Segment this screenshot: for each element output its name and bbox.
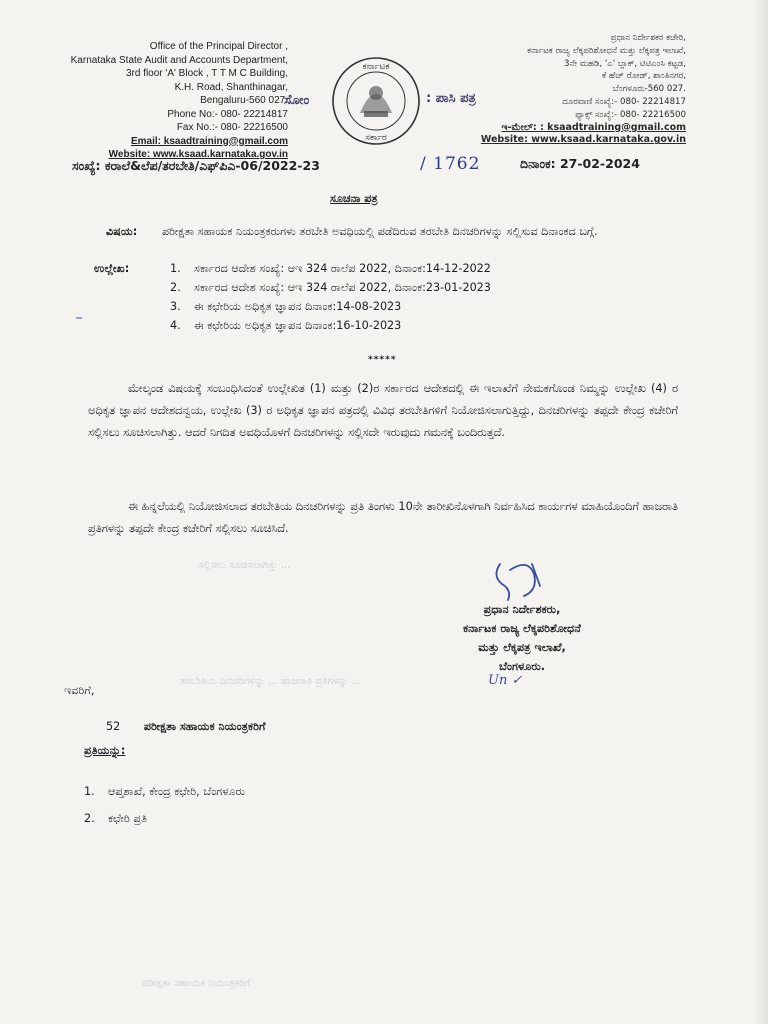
reference-item xyxy=(170,278,670,297)
reference-item-number: 1. xyxy=(170,262,181,275)
bleed-through-text-a: ಸಲ್ಲಿಸಲು ಸೂಚಿಸಲಾಗಿತ್ತು ... xyxy=(198,560,291,571)
scan-edge-shadow xyxy=(752,0,768,1024)
kannada-line-6: ದೂರವಾಣಿ ಸಂಖ್ಯೆ:- 080- 22214817 xyxy=(562,96,686,107)
kannada-line-5: ಬೆಂಗಳೂರು-560 027. xyxy=(612,84,686,95)
recipients-line xyxy=(106,720,266,734)
reference-item-number: 2. xyxy=(170,281,181,294)
kannada-line-3: 3ನೇ ಮಹಡಿ, 'ಎ' ಬ್ಲಾಕ್, ಟಿಟಿಎಂಸಿ ಕಟ್ಟಡ, xyxy=(564,58,686,69)
english-letterhead xyxy=(48,40,288,162)
handwritten-inward-number: / 1762 xyxy=(420,154,481,174)
signature-scribble xyxy=(488,556,568,606)
copy-item-text: ಕಛೇರಿ ಪ್ರತಿ xyxy=(108,812,148,825)
kannada-website: Website: www.ksaad.karnataka.gov.in xyxy=(480,134,686,146)
kannada-email: ಇ-ಮೇಲ್: : ksaadtraining@gmail.com xyxy=(501,121,686,133)
recipients-text: ಪರೀಕ್ಷತಾ ಸಹಾಯಕ ನಿಯಂತ್ರಕರಿಗೆ xyxy=(143,720,266,733)
recipients-count: 52 xyxy=(106,720,121,733)
english-line-2: Karnataka State Audit and Accounts Department, xyxy=(70,54,288,66)
english-email: Email: ksaadtraining@gmail.com xyxy=(130,135,288,147)
seal-stamp-left-text: ಸೋಂ xyxy=(284,93,310,108)
references-label: ಉಲ್ಲೇಖ: xyxy=(94,262,130,275)
reference-item xyxy=(170,297,670,316)
separator-stars: ***** xyxy=(368,355,397,365)
references-list xyxy=(170,259,670,335)
signatory-block xyxy=(432,600,612,676)
subject-text: ಪರೀಕ್ಷತಾ ಸಹಾಯಕ ನಿಯಂತ್ರಕರುಗಳು ತರಬೇತಿ ಅವಧಿಯಲ್ಲಿ ಪಡೆದಿರುವ ತರಬೇತಿ ದಿನಚರಿಗಳನ್ನು ಸಲ್ಲಿಸುವ ದಿನಾಂಕದ ಬಗ್ಗೆ. xyxy=(162,225,598,238)
bleed-through-text-c: ಪರೀಕ್ಷತಾ ಸಹಾಯಕ ನಿಯಂತ್ರಕರಿಗೆ xyxy=(142,978,251,989)
english-website: Website: www.ksaad.karnataka.gov.in xyxy=(108,149,288,160)
kannada-line-2: ಕರ್ನಾಟಕ ರಾಜ್ಯ ಲೆಕ್ಕಪರಿಶೋಧನೆ ಮತ್ತು ಲೆಕ್ಕಪತ್ರ ಇಲಾಖೆ, xyxy=(527,45,686,56)
reference-number: ಸಂಖ್ಯೆ: ಕರಾಲೆ&ಲೆಪ/ತರಬೇತಿ/ಎಫ್‌ಪಿಎ-06/2022-23 xyxy=(72,158,320,173)
reference-item-text: ಈ ಕಛೇರಿಯ ಅಧಿಕೃತ ಜ್ಞಾಪನ ದಿನಾಂಕ:16-10-2023 xyxy=(194,319,402,332)
reference-item xyxy=(170,259,670,278)
signatory-line-2: ಕರ್ನಾಟಕ ರಾಜ್ಯ ಲೆಕ್ಕಪರಿಶೋಧನೆ xyxy=(463,622,581,635)
kannada-letterhead xyxy=(446,32,686,147)
notice-title: ಸೂಚನಾ ಪತ್ರ xyxy=(330,192,378,205)
english-line-7: Fax No.:- 080- 22216500 xyxy=(176,122,288,133)
copy-item xyxy=(84,778,245,805)
kannada-line-4: ಕೆ ಹೆಚ್ ರೋಡ್, ಶಾಂತಿನಗರ, xyxy=(601,71,686,82)
signatory-line-4: ಬೆಂಗಳೂರು. xyxy=(498,660,546,673)
body-paragraph-1: ಮೇಲ್ಕಂಡ ವಿಷಯಕ್ಕೆ ಸಂಬಂಧಿಸಿದಂತೆ ಉಲ್ಲೇಖಿತ (1) ಮತ್ತು (2)ರ ಸರ್ಕಾರದ ಆದೇಶದಲ್ಲಿ ಈ ಇಲಾಖೆಗೆ ನೇಮಕಗೊಂಡ ನಿಮ್ಮನ್ನು ಉಲ್ಲೇಖ (4) ರ ಅಧಿಕೃತ ಜ್ಞಾಪನ ಆದೇಶದನ್ವಯ, ಉಲ್ಲೇಖ (3) ರ ಅಧಿಕೃತ ಜ್ಞಾಪನ ಪತ್ರದಲ್ಲಿ ವಿವಿಧ ತರಬೇತಿಗಳಿಗೆ ನಿಯೋಜಿಸಲಾಗುತ್ತಿದ್ದು, ದಿನಚರಿಗಳನ್ನು ತಪ್ಪದೇ ಕೇಂದ್ರ ಕಚೇರಿಗೆ ಸಲ್ಲಿಸಲು ಸೂಚಿಸಲಾಗಿತ್ತು. ಆದರೆ ನಿಗದಿತ ಅವಧಿಯೊಳಗೆ ದಿನಚರಿಗಳನ್ನು ಸಲ್ಲಿಸದೇ ಇರುವುದು ಗಮನಕ್ಕೆ ಬಂದಿರುತ್ತದೆ. xyxy=(88,382,678,439)
body-paragraph-2: ಈ ಹಿನ್ನಲೆಯಲ್ಲಿ ನಿಯೋಜಿಸಲಾದ ತರಬೇತಿಯ ದಿನಚರಿಗಳನ್ನು ಪ್ರತಿ ತಿಂಗಳು 10ನೇ ತಾರೀಖಿನೊಳಗಾಗಿ ನಿರ್ವಹಿಸಿದ ಕಾರ್ಯಗಳ ಮಾಹಿಯೊಂದಿಗೆ ಹಾಜರಾತಿ ಪ್ರತಿಗಳನ್ನು ತಪ್ಪದೇ ಕೇಂದ್ರ ಕಚೇರಿಗೆ ಸಲ್ಲಿಸಲು ಸೂಚಿಸಿದೆ. xyxy=(88,500,678,535)
english-line-1: Office of the Principal Director , xyxy=(149,41,288,52)
reference-item-text: ಸರ್ಕಾರದ ಆದೇಶ ಸಂಖ್ಯೆ: ಆಇ 324 ರಾಲೆಪ 2022, ದಿನಾಂಕ:23-01-2023 xyxy=(194,281,491,294)
subject-label: ವಿಷಯ: xyxy=(106,225,138,238)
addressee-label: ಇವರಿಗೆ, xyxy=(64,684,95,697)
punch-mark xyxy=(76,317,82,319)
reference-item-text: ಸರ್ಕಾರದ ಆದೇಶ ಸಂಖ್ಯೆ: ಆಇ 324 ರಾಲೆಪ 2022, ದಿನಾಂಕ:14-12-2022 xyxy=(194,262,491,275)
kannada-line-1: ಪ್ರಧಾನ ನಿರ್ದೇಶಕರ ಕಚೇರಿ, xyxy=(610,33,686,43)
seal-stamp-right-text: : ಪಾಸಿ ಪತ್ರ xyxy=(426,91,476,106)
copy-item-text: ಆಪ್ತಶಾಖೆ, ಕೇಂದ್ರ ಕಛೇರಿ, ಬೆಂಗಳೂರು xyxy=(108,785,246,798)
copy-to-label: ಪ್ರತಿಯನ್ನು: xyxy=(84,744,126,757)
bleed-through-text-b: ತರಬೇತಿಯ ದಿನಚರಿಗಳನ್ನು ... ಹಾಜರಾತಿ ಪ್ರತಿಗಳನ್ನು ... xyxy=(180,676,362,687)
english-line-6: Phone No:- 080- 22214817 xyxy=(167,108,288,120)
signatory-line-3: ಮತ್ತು ಲೆಕ್ಕಪತ್ರ ಇಲಾಖೆ, xyxy=(478,641,566,654)
handwritten-initials: Un ✓ xyxy=(488,673,523,688)
copy-list xyxy=(84,778,245,832)
letter-date: ದಿನಾಂಕ: 27-02-2024 xyxy=(520,156,640,171)
english-line-5: Bengaluru-560 027. xyxy=(200,95,288,106)
reference-item-number: 4. xyxy=(170,319,181,332)
signatory-line-1: ಪ್ರಧಾನ ನಿರ್ದೇಶಕರು, xyxy=(483,603,561,616)
government-seal-emblem xyxy=(330,55,422,147)
seal-bottom-text: ಸರ್ಕಾರ xyxy=(365,133,387,143)
reference-item-text: ಈ ಕಛೇರಿಯ ಅಧಿಕೃತ ಜ್ಞಾಪನ ದಿನಾಂಕ:14-08-2023 xyxy=(194,300,402,313)
english-line-3: 3rd floor 'A' Block , T T M C Building, xyxy=(125,68,288,79)
copy-item xyxy=(84,805,245,832)
seal-top-text: ಕರ್ನಾಟಕ xyxy=(362,62,390,72)
english-line-4: K.H. Road, Shanthinagar, xyxy=(174,81,288,93)
copy-item-number: 1. xyxy=(84,785,95,798)
reference-item xyxy=(170,316,670,335)
reference-line xyxy=(52,154,702,176)
kannada-line-7: ಫ್ಯಾಕ್ಸ್ ಸಂಖ್ಯೆ:- 080- 22216500 xyxy=(575,109,686,120)
reference-item-number: 3. xyxy=(170,300,181,313)
copy-item-number: 2. xyxy=(84,812,95,825)
